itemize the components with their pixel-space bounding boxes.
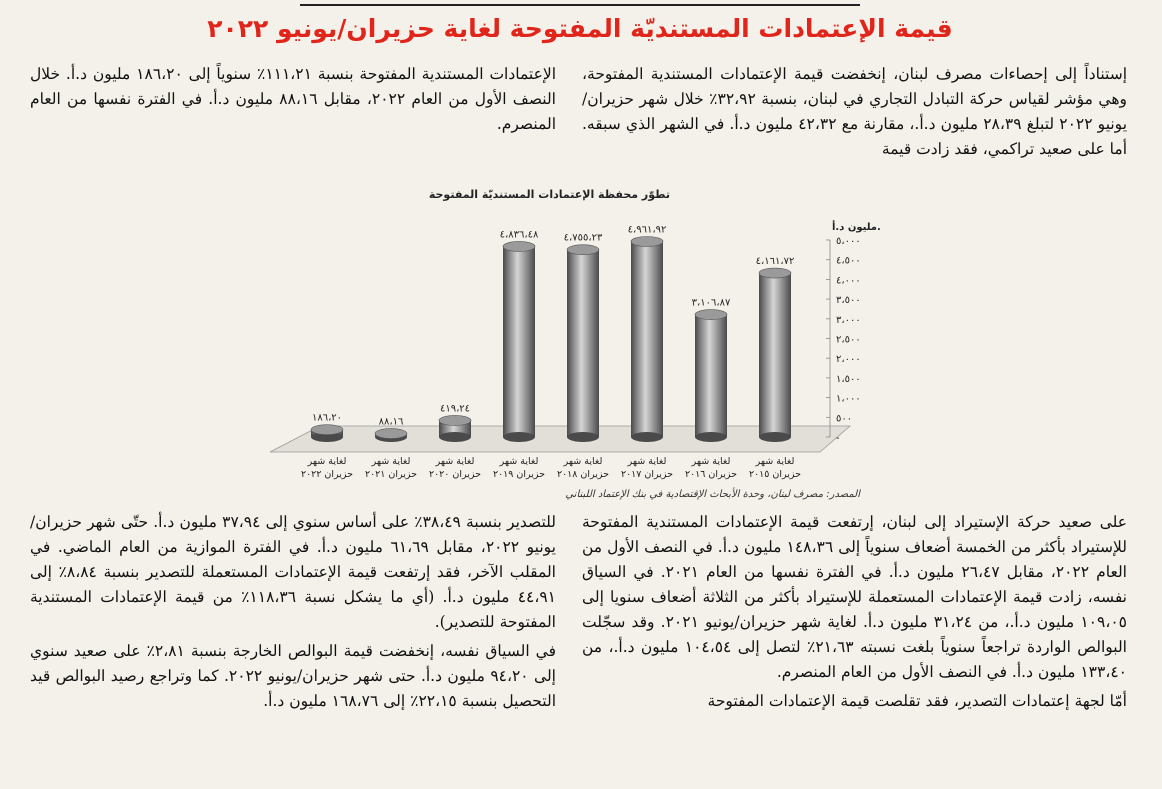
y-tick-label: ٣،٠٠٠ [836, 314, 861, 326]
bar [567, 245, 599, 442]
category-label-line2: حزيران ٢٠١٧ [620, 469, 674, 480]
y-axis-unit: مليون د.أ. [832, 222, 881, 233]
paragraph: على صعيد حركة الإستيراد إلى لبنان، إرتفعت قيمة الإعتمادات المستندية المفتوحة للإستيراد بأكثر من الخمسة أضعاف سنوياً إلى ١٤٨،٣٦ مليون د.أ. في النصف الأول من العام ٢٠٢٢، مقابل ٢٦،٤٧ مليون د.أ. في الفترة نفسها من العام ٢٠٢١. في السياق نفسه، زادت قيمة الإعتمادات المستعملة للإستيراد بأكثر من الثلاثة أضعاف سنويا إلى ١٠٩،٠٥ مليون د.أ.، من ٣١،٢٤ مليون د.أ. لغاية شهر حزيران/يونيو ٢٠٢١. وقد سجّلت البوالص الواردة تراجعاً سنوياً بلغت نسبته ٢١،٦٣٪ لتصل إلى ١٠٤،٥٤ مليون د.أ.، من ١٣٣،٤٠ مليون د.أ. في النصف الأول من العام المنصرم. [582, 513, 1127, 681]
bar-body [631, 242, 663, 437]
category-label-line2: حزيران ٢٠١٥ [748, 469, 802, 480]
bar-base [567, 432, 599, 442]
bar [439, 415, 471, 442]
y-tick-label: ٤،٠٠٠ [836, 275, 861, 287]
paragraph: للتصدير بنسبة ٣٨،٤٩٪ على أساس سنوي إلى ٣٧،٩٤ مليون د.أ. حتّى شهر حزيران/يونيو ٢٠٢٢، مقابل ٦١،٦٩ مليون د.أ. في الفترة الموازية من العام الماضي. في المقلب الآخر، فقد إرتفعت قيمة الإعتمادات المستعملة للتصدير بنسبة ٨،٨٤٪ إلى ٤٤،٩١ مليون د.أ. (أي ما يشكل نسبة ١١٨،٣٦٪ من قيمة الإعتمادات المستندية المفتوحة للتصدير). [30, 513, 557, 631]
bar [503, 241, 535, 442]
category-label-line1: لغاية شهر [627, 456, 667, 467]
category-label-line1: لغاية شهر [755, 456, 795, 467]
y-tick-label: ٢،٠٠٠ [836, 354, 861, 366]
bar-body [695, 315, 727, 437]
category-label-line1: لغاية شهر [499, 456, 539, 467]
paragraph: إستناداً إلى إحصاءات مصرف لبنان، إنخفضت قيمة الإعتمادات المستندية المفتوحة، وهي مؤشر لقياس حركة التبادل التجاري في لبنان، بنسبة ٣٢،٩٢٪ خلال شهر حزيران/يونيو ٢٠٢٢ لتبلغ ٢٨،٣٩ مليون د.أ.، مقارنة مع ٤٢،٣٢ مليون د.أ. في الشهر الذي سبقه. أما على صعيد تراكمي، فقد زادت قيمة [582, 65, 1128, 158]
bar-body [503, 246, 535, 437]
bar-base [695, 432, 727, 442]
y-tick-label: ٥٠٠ [836, 413, 853, 425]
category-label-line1: لغاية شهر [563, 456, 603, 467]
bar-top [759, 268, 791, 278]
y-tick-label: ٣،٥٠٠ [836, 295, 861, 307]
y-tick-label: ٤،٥٠٠ [836, 255, 861, 267]
bar-value-label: ١٨٦،٢٠ [311, 412, 343, 424]
bar-top [631, 237, 663, 247]
category-label-line2: حزيران ٢٠٢١ [364, 469, 418, 480]
chart-source: المصدر: مصرف لبنان، وحدة الأبحاث الإقتصادية في بنك الإعتماد اللبناني [565, 489, 860, 500]
category-label-line2: حزيران ٢٠١٦ [684, 469, 738, 480]
paragraph: الإعتمادات المستندية المفتوحة بنسبة ١١١،٢١٪ سنوياً إلى ١٨٦،٢٠ مليون د.أ. خلال النصف الأول من العام ٢٠٢٢، مقابل ٨٨،١٦ مليون د.أ. في الفترة نفسها من العام المنصرم. [30, 65, 556, 133]
column-top-left [30, 62, 556, 141]
bar-base [503, 432, 535, 442]
category-label-line1: لغاية شهر [435, 456, 475, 467]
category-label-line2: حزيران ٢٠١٩ [492, 469, 546, 480]
column-bottom-right [582, 510, 1127, 718]
category-label-line1: لغاية شهر [691, 456, 731, 467]
bar-top [503, 241, 535, 251]
bar-value-label: ٨٨،١٦ [378, 416, 404, 428]
bar-base [631, 432, 663, 442]
bar-base [439, 432, 471, 442]
y-tick-label: - [836, 433, 840, 444]
bar [375, 429, 407, 442]
y-tick-label: ١،٥٠٠ [836, 373, 861, 385]
article-title: قيمة الإعتمادات المستنديّة المفتوحة لغاية حزيران/يونيو ٢٠٢٢ [207, 14, 953, 43]
bar-value-label: ٤،٧٥٥،٢٣ [563, 232, 603, 244]
bar-body [567, 250, 599, 437]
bar-value-label: ٤،٩٦١،٩٢ [627, 224, 667, 236]
bar-top [567, 245, 599, 255]
top-rule [300, 4, 860, 6]
column-bottom-left [30, 510, 556, 718]
category-label-line2: حزيران ٢٠٢٠ [428, 469, 482, 480]
bar-value-label: ٣،١٠٦،٨٧ [691, 297, 731, 309]
category-label-line2: حزيران ٢٠١٨ [556, 469, 610, 480]
y-tick-label: ٢،٥٠٠ [836, 334, 861, 346]
column-top-right [582, 62, 1127, 166]
bar-top [439, 415, 471, 425]
bar-top [375, 429, 407, 439]
bar [695, 310, 727, 442]
bar-value-label: ٤،٨٣٦،٤٨ [499, 229, 539, 241]
bar-body [759, 273, 791, 437]
bar [311, 425, 343, 442]
category-label-line1: لغاية شهر [371, 456, 411, 467]
y-tick-label: ١،٠٠٠ [836, 393, 861, 405]
bar [631, 237, 663, 442]
bar-value-label: ٤١٩،٢٤ [439, 403, 471, 415]
bar-top [695, 310, 727, 320]
paragraph: في السياق نفسه، إنخفضت قيمة البوالص الخارجة بنسبة ٢،٨١٪ على صعيد سنوي إلى ٩٤،٢٠ مليون د.أ. حتى شهر حزيران/يونيو ٢٠٢٢. كما وتراجع رصيد البوالص قيد التحصيل بنسبة ٢٢،١٥٪ إلى ١٦٨،٧٦ مليون د.أ. [30, 642, 556, 710]
chart-title: تطوّر محفظة الإعتمادات المستنديّة المفتوحة [428, 188, 670, 201]
bar-base [759, 432, 791, 442]
paragraph: أمّا لجهة إعتمادات التصدير، فقد تقلصت قيمة الإعتمادات المفتوحة [707, 692, 1127, 710]
bar-top [311, 425, 343, 435]
bar-value-label: ٤،١٦١،٧٢ [755, 256, 795, 268]
bar-chart [260, 212, 881, 490]
category-label-line2: حزيران ٢٠٢٢ [300, 469, 354, 480]
bar [759, 268, 791, 442]
y-tick-label: ٥،٠٠٠ [836, 236, 861, 247]
category-label-line1: لغاية شهر [307, 456, 347, 467]
